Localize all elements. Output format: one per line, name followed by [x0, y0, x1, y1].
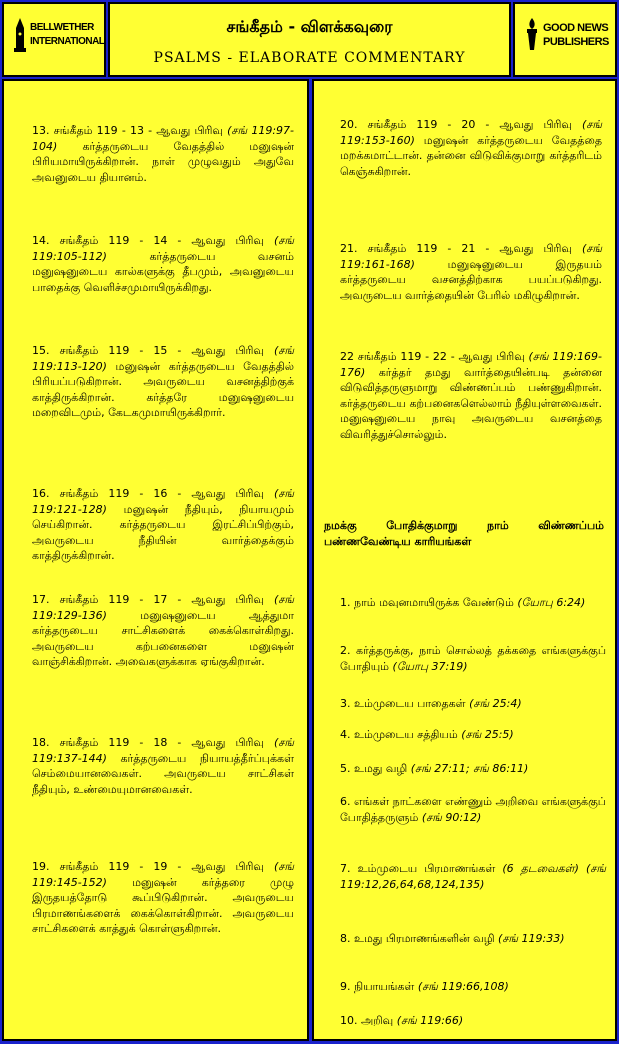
list-item [340, 696, 606, 712]
page-title-english: PSALMS - ELABORATE COMMENTARY [153, 50, 466, 66]
bellwether-logo-box [2, 2, 106, 77]
page-title-tamil: சங்கீதம் - விளக்கவுரை [226, 17, 393, 36]
entry-heading: 22 சங்கீதம் 119 - 22 - ஆவது பிரிவு [340, 350, 525, 363]
entry-reference: (சங் 119:129-136) [32, 593, 295, 622]
logo-left-line-1: BELLWETHER [30, 22, 94, 33]
psalm-entry-14 [32, 233, 294, 295]
entry-heading: 17. சங்கீதம் 119 - 17 - ஆவது பிரிவு [32, 593, 264, 606]
item-text: 2. கர்த்தருக்கு, நாம் சொல்லத் தக்கதை எங்களுக்குப் போதியும் [340, 644, 606, 673]
entry-heading: 19. சங்கீதம் 119 - 19 - ஆவது பிரிவு [32, 860, 264, 873]
entry-heading: 14. சங்கீதம் 119 - 14 - ஆவது பிரிவு [32, 234, 264, 247]
item-text: 10. அறிவு [340, 1014, 394, 1027]
entry-heading: 15. சங்கீதம் 119 - 15 - ஆவது பிரிவு [32, 344, 264, 357]
logo-right-line-1: GOOD NEWS [543, 22, 609, 34]
list-item [340, 643, 606, 675]
item-text: 7. உம்முடைய பிரமாணங்கள் [340, 862, 496, 875]
entry-text: மனுஷன் நீதியும், நியாயமும் செய்கிறான். கர்த்தருடைய இரட்சிப்பிற்கும், அவருடைய நீதியின் வார்த்தைக்கும் காத்திருக்கிறான். [32, 502, 294, 562]
item-text: 9. நியாயங்கள் [340, 980, 415, 993]
logo-left-line-2: INTERNATIONAL [30, 36, 105, 47]
entry-reference: (சங் 119:161-168) [340, 242, 603, 271]
left-column [2, 79, 309, 1041]
entry-heading: 13. சங்கீதம் 119 - 13 - ஆவது பிரிவு [32, 124, 223, 137]
title-box [108, 2, 511, 77]
bell-tower-icon [12, 18, 28, 52]
list-item [340, 761, 606, 777]
list-item [340, 595, 606, 611]
psalm-entry-15 [32, 343, 294, 421]
list-item [340, 794, 606, 826]
item-text: 5. உமது வழி [340, 762, 408, 775]
item-reference: (சங் 25:4) [469, 697, 522, 710]
entry-text: மனுஷன் கர்த்தருடைய வேதத்தை மறக்கமாட்டான். தன்னை விடுவிக்குமாறு கர்த்தரிடம் கெஞ்சுகிறான். [340, 133, 602, 178]
page-header [0, 0, 619, 79]
bellwether-logo [12, 18, 104, 52]
entry-text: மனுஷனுடைய இருதயம் கர்த்தருடைய வசனத்திற்காக பயப்படுகிறது. அவருடைய வார்த்தையின் பேரில் மகிழுகிறான். [340, 257, 602, 302]
entry-reference: (சங் 119:137-144) [32, 736, 295, 765]
list-item [340, 861, 606, 893]
entry-reference: (சங் 119:153-160) [340, 118, 603, 147]
list-item [340, 931, 606, 947]
item-text: 8. உமது பிரமாணங்களின் வழி [340, 932, 495, 945]
psalm-entry-18 [32, 735, 294, 797]
entry-text: கர்த்தருடைய வசனம் மனுஷனுடைய கால்களுக்கு தீபமும், அவனுடைய பாதைக்கு வெளிச்சமுமாயிருக்கிறது. [32, 249, 294, 294]
psalm-entry-13 [32, 123, 294, 185]
psalm-entry-16 [32, 486, 294, 564]
right-column [312, 79, 617, 1041]
list-item [340, 727, 606, 743]
entry-text: கர்த்தர் தமது வார்த்தையின்படி தன்னை விடுவித்தருளுமாறு விண்ணப்பம் பண்ணுகிறான். கர்த்தருடைய கற்பனைகளெல்லாம் நீதியுள்ளவைகள். மனுஷனுடைய நாவு அவருடைய வசனத்தை விவரித்துச்சொல்லும். [340, 365, 602, 441]
good-news-logo [523, 18, 609, 52]
entry-reference: (சங் 119:105-112) [32, 234, 295, 263]
item-text: 6. எங்கள் நாட்களை எண்ணும் அறிவை எங்களுக்குப் போதித்தருளும் [340, 795, 606, 824]
psalm-entry-19 [32, 859, 294, 937]
item-reference: (சங் 25:5) [461, 728, 514, 741]
item-text: 4. உம்முடைய சத்தியம் [340, 728, 458, 741]
entry-reference: (சங் 119:121-128) [32, 487, 295, 516]
psalm-entry-17 [32, 592, 294, 670]
psalm-entry-20 [340, 117, 602, 179]
torch-icon [523, 18, 541, 52]
list-item [340, 979, 606, 995]
entry-text: கர்த்தருடைய வேதத்தில் மனுஷன் பிரியமாயிருக்கிறான். நாள் முழுவதும் அதுவே அவனுடைய தியானம். [32, 139, 294, 184]
list-item [340, 1013, 606, 1029]
psalm-entry-22 [340, 349, 602, 442]
entry-reference: (சங் 119:113-120) [32, 344, 295, 373]
logo-right-line-2: PUBLISHERS [543, 36, 609, 48]
item-reference: (சங் 119:66) [396, 1014, 464, 1027]
good-news-logo-box [513, 2, 617, 77]
item-text: 3. உம்முடைய பாதைகள் [340, 697, 466, 710]
item-reference: (யோபு 6:24) [517, 596, 586, 609]
item-text: 1. நாம் மவுனமாயிருக்க வேண்டும் [340, 596, 514, 609]
entry-heading: 20. சங்கீதம் 119 - 20 - ஆவது பிரிவு [340, 118, 572, 131]
entry-text: மனுஷனுடைய ஆத்துமா கர்த்தருடைய சாட்சிகளைக் கைக்கொள்கிறது. அவருடைய கற்பனைகளை மனுஷன் வாஞ்சிக்கிறான். அவைகளுக்காக ஏங்குகிறான். [32, 608, 294, 668]
psalm-entry-21 [340, 241, 602, 303]
item-reference: (சங் 119:33) [498, 932, 565, 945]
entry-reference: (சங் 119:145-152) [32, 860, 295, 889]
section-heading: நமக்கு போதிக்குமாறு நாம் விண்ணப்பம் பண்ணவேண்டிய காரியங்கள் [324, 519, 604, 548]
item-reference: (சங் 27:11; சங் 86:11) [410, 762, 529, 775]
item-reference: (சங் 119:66,108) [417, 980, 509, 993]
entry-text: கர்த்தருடைய நியாயத்தீர்ப்புக்கள் செம்மையானவைகள். அவருடைய சாட்சிகள் நீதியும், உண்மையுமானவைகள். [32, 751, 294, 796]
entry-heading: 18. சங்கீதம் 119 - 18 - ஆவது பிரிவு [32, 736, 264, 749]
entry-reference: (சங் 119:169-176) [340, 350, 602, 379]
item-reference: (யோபு 37:19) [392, 660, 468, 673]
entry-reference: (சங் 119:97-104) [32, 124, 294, 153]
entry-text: மனுஷன் கர்த்தருடைய வேதத்தில் பிரியப்படுகிறான். அவருடைய வசனத்திற்குக் காத்திருக்கிறான். கர்த்தரே மனுஷனுடைய மறைவிடமும், கேடகமுமாயிருக்கிறார். [32, 359, 294, 419]
entry-text: மனுஷன் கர்த்தரை முழு இருதயத்தோடு கூப்பிடுகிறான். அவருடைய பிரமாணங்களைக் கைக்கொள்கிறான். அவருடைய சாட்சிகளைக் காத்துக் கொள்ளுகிறான். [32, 875, 294, 935]
item-reference: (சங் 90:12) [421, 811, 482, 824]
entry-heading: 21. சங்கீதம் 119 - 21 - ஆவது பிரிவு [340, 242, 572, 255]
entry-heading: 16. சங்கீதம் 119 - 16 - ஆவது பிரிவு [32, 487, 264, 500]
item-reference: (6 தடவைகள்) (சங் 119:12,26,64,68,124,135) [340, 862, 606, 891]
